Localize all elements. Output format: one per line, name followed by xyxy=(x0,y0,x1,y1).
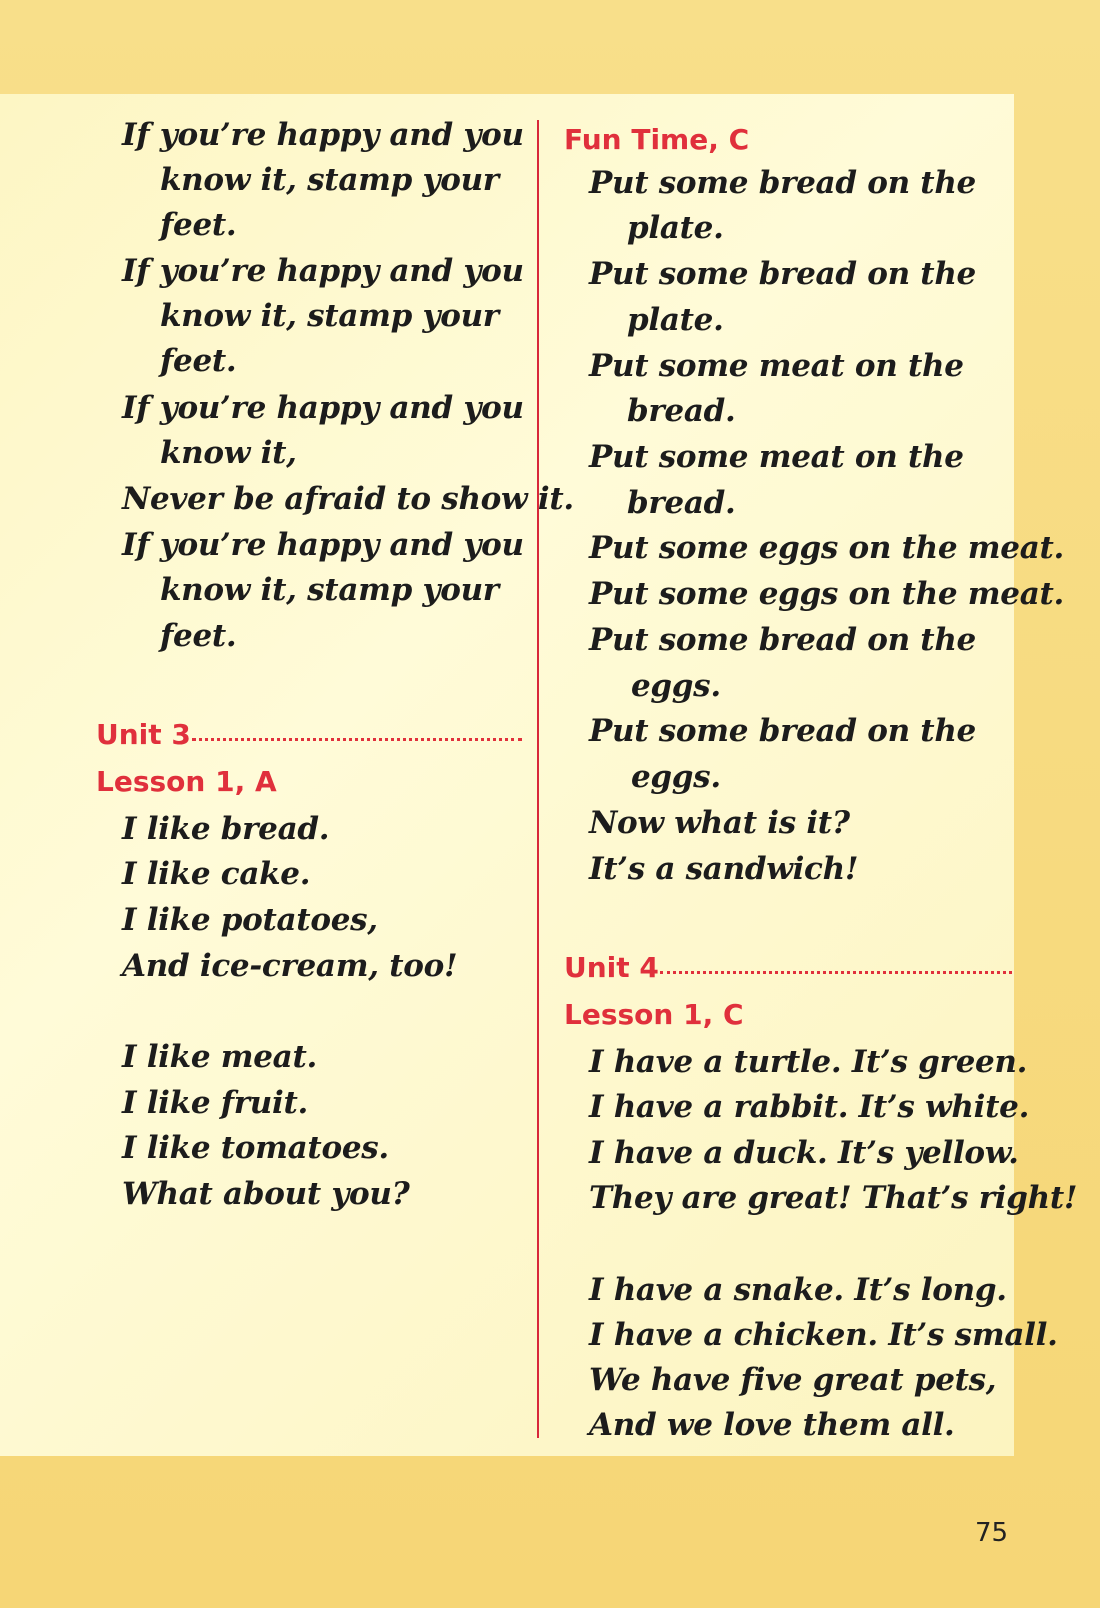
sandwich-line: plate. xyxy=(627,210,724,246)
sandwich-line: Put some bread on the xyxy=(589,256,976,292)
pets-line: They are great! That’s right! xyxy=(589,1180,1078,1216)
sandwich-line: Put some meat on the xyxy=(589,439,964,475)
song-line: feet. xyxy=(160,207,237,243)
chant-line: I like bread. xyxy=(122,811,330,847)
sandwich-line: plate. xyxy=(627,302,724,338)
sandwich-line: eggs. xyxy=(631,668,721,704)
chant-line: What about you? xyxy=(122,1176,410,1212)
song-line: If you’re happy and you xyxy=(122,117,524,153)
pets-line: And we love them all. xyxy=(589,1407,955,1443)
unit-heading: Unit 4 xyxy=(564,951,659,984)
sandwich-line: Now what is it? xyxy=(589,805,850,841)
chant-line: And ice-cream, too! xyxy=(122,948,458,984)
song-line: If you’re happy and you xyxy=(122,527,524,563)
sandwich-line: Put some bread on the xyxy=(589,165,976,201)
song-line: If you’re happy and you xyxy=(122,390,524,426)
pets-line: I have a duck. It’s yellow. xyxy=(589,1135,1019,1171)
pets-line: I have a snake. It’s long. xyxy=(589,1272,1007,1308)
sandwich-line: It’s a sandwich! xyxy=(589,851,859,887)
chant-line: I like meat. xyxy=(122,1039,317,1075)
song-line: Never be afraid to show it. xyxy=(122,481,574,517)
unit-heading: Unit 3 xyxy=(96,718,191,751)
sandwich-line: Put some bread on the xyxy=(589,713,976,749)
column-divider xyxy=(537,120,539,1438)
sandwich-line: bread. xyxy=(627,485,736,521)
page-number: 75 xyxy=(975,1518,1009,1548)
song-line: feet. xyxy=(160,343,237,379)
pets-line: I have a rabbit. It’s white. xyxy=(589,1089,1030,1125)
unit-heading-rule xyxy=(660,971,1012,974)
song-line: If you’re happy and you xyxy=(122,253,524,289)
sandwich-line: Put some meat on the xyxy=(589,348,964,384)
chant-line: I like cake. xyxy=(122,856,311,892)
song-line: know it, stamp your xyxy=(160,162,499,198)
song-line: know it, xyxy=(160,435,297,471)
song-line: feet. xyxy=(160,618,237,654)
fun-time-heading: Fun Time, C xyxy=(564,123,750,156)
sandwich-line: eggs. xyxy=(631,759,721,795)
sandwich-line: Put some bread on the xyxy=(589,622,976,658)
chant-line: I like tomatoes. xyxy=(122,1130,389,1166)
song-line: know it, stamp your xyxy=(160,572,499,608)
sandwich-line: Put some eggs on the meat. xyxy=(589,530,1065,566)
lesson-heading: Lesson 1, A xyxy=(96,765,277,798)
unit-heading-rule xyxy=(192,738,522,741)
lesson-heading: Lesson 1, C xyxy=(564,998,744,1031)
chant-line: I like fruit. xyxy=(122,1085,309,1121)
pets-line: We have five great pets, xyxy=(589,1362,997,1398)
sandwich-line: Put some eggs on the meat. xyxy=(589,576,1065,612)
sandwich-line: bread. xyxy=(627,393,736,429)
pets-line: I have a turtle. It’s green. xyxy=(589,1044,1028,1080)
chant-line: I like potatoes, xyxy=(122,902,378,938)
song-line: know it, stamp your xyxy=(160,298,499,334)
pets-line: I have a chicken. It’s small. xyxy=(589,1317,1058,1353)
